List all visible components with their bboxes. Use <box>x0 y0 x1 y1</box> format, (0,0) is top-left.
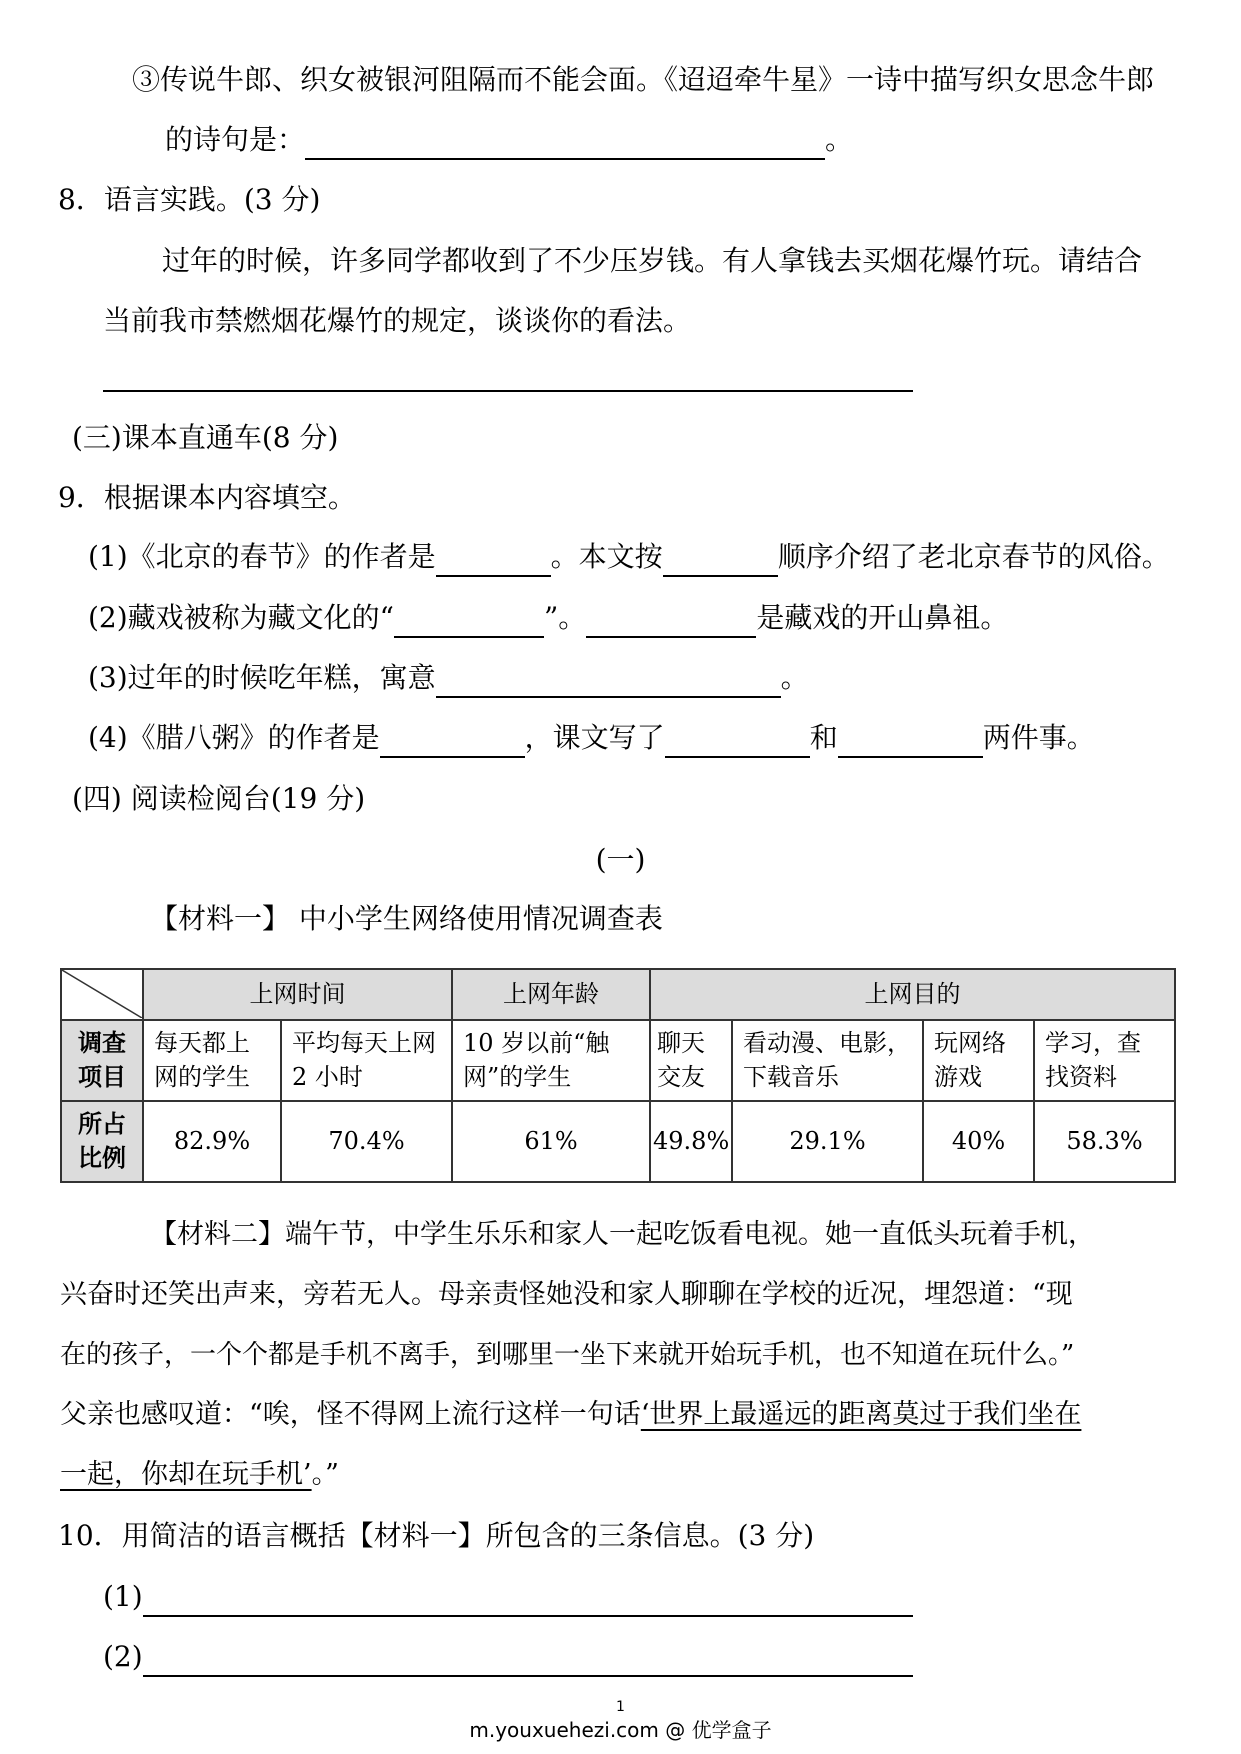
q9-item4-text-d: 两件事。 <box>982 721 1095 754</box>
q8-title: 8．语言实践。(3 分) <box>58 183 321 216</box>
footer-site: m.youxuehezi.com @ 优学盒子 <box>469 1718 772 1742</box>
q9-item2-text-a: (2)藏戏被称为藏文化的“ <box>88 601 394 634</box>
q9-item1-blank1[interactable] <box>436 543 551 577</box>
table-percent-cell: 70.4% <box>281 1101 452 1182</box>
q10-blank2-label: (2) <box>103 1640 143 1673</box>
table-percent-cell: 61% <box>452 1101 650 1182</box>
table-percent-cell: 58.3% <box>1034 1101 1175 1182</box>
q9-item2 <box>88 598 1008 638</box>
table-item-cell: 平均每天上网 2 小时 <box>281 1020 452 1101</box>
q9-item2-text-c: 是藏戏的开山鼻祖。 <box>756 601 1009 634</box>
material2-underlined-quote: ‘世界上最遥远的距离莫过于我们坐在 <box>640 1399 1082 1430</box>
q9-item3-blank[interactable] <box>436 664 781 698</box>
q9-item3 <box>88 658 809 698</box>
q9-item1-blank2[interactable] <box>663 543 778 577</box>
q9-item2-blank2[interactable] <box>586 604 756 638</box>
table-item-cell: 学习，查找资料 <box>1034 1020 1175 1101</box>
section4-subtitle: (一) <box>595 843 646 876</box>
table-item-cell: 10 岁以前“触网”的学生 <box>452 1020 650 1101</box>
q9-item4-blank1[interactable] <box>380 724 525 758</box>
q7-item3-prefix: 的诗句是： <box>165 123 306 156</box>
q8-para-line1: 过年的时候，许多同学都收到了不少压岁钱。有人拿钱去买烟花爆竹玩。请结合 <box>162 244 1143 277</box>
q10-answer-blank1[interactable] <box>143 1583 913 1617</box>
q9-title: 9．根据课本内容填空。 <box>58 481 356 514</box>
q9-item1 <box>88 537 1170 577</box>
table-item-cell: 聊天交友 <box>650 1020 732 1101</box>
q7-answer-blank[interactable] <box>305 126 825 160</box>
material2-line4 <box>60 1395 1081 1435</box>
q8-para-line2: 当前我市禁燃烟花爆竹的规定，谈谈你的看法。 <box>103 304 692 337</box>
material2-line5-end: 。” <box>311 1459 339 1490</box>
material2-line2: 兴奋时还笑出声来，旁若无人。母亲责怪她没和家人聊聊在学校的近况，埋怨道：“现 <box>60 1279 1073 1310</box>
table-percent-cell: 82.9% <box>143 1101 281 1182</box>
table-percent-cell: 49.8% <box>650 1101 732 1182</box>
header-online-time: 上网时间 <box>143 969 452 1020</box>
table-item-cell: 玩网络游戏 <box>923 1020 1034 1101</box>
q9-item1-text-a: (1)《北京的春节》的作者是 <box>88 540 436 573</box>
header-online-age: 上网年龄 <box>452 969 650 1020</box>
q10-blank1-label: (1) <box>103 1580 143 1613</box>
q8-answer-line[interactable] <box>103 390 913 392</box>
page-number: 1 <box>616 1699 625 1715</box>
section4-title: (四) 阅读检阅台(19 分) <box>72 782 366 815</box>
q9-item4-blank2[interactable] <box>665 724 810 758</box>
q9-item2-text-b: ”。 <box>543 601 587 634</box>
q7-item3-suffix: 。 <box>825 123 854 156</box>
q9-item3-text-b: 。 <box>780 661 809 694</box>
material2-line4-plain: 父亲也感叹道：“唉，怪不得网上流行这样一句话 <box>60 1399 641 1430</box>
row-label-items: 调查项目 <box>61 1020 143 1101</box>
q9-item4-text-a: (4)《腊八粥》的作者是 <box>88 721 380 754</box>
table-percent-cell: 40% <box>923 1101 1034 1182</box>
q9-item3-text-a: (3)过年的时候吃年糕，寓意 <box>88 661 436 694</box>
material2-line1: 【材料二】端午节，中学生乐乐和家人一起吃饭看电视。她一直低头玩着手机， <box>150 1219 1095 1250</box>
q10-title: 10．用简洁的语言概括【材料一】所包含的三条信息。(3 分) <box>58 1519 815 1552</box>
material2-line5 <box>60 1455 339 1495</box>
q7-item3-line2 <box>165 120 853 160</box>
q10-blank2-row <box>103 1637 913 1677</box>
q9-item1-text-c: 顺序介绍了老北京春节的风俗。 <box>777 540 1170 573</box>
table-percent-cell: 29.1% <box>732 1101 923 1182</box>
section3-title: (三)课本直通车(8 分) <box>72 421 339 454</box>
q9-item2-blank1[interactable] <box>394 604 544 638</box>
survey-table <box>60 968 1176 1183</box>
q10-blank1-row <box>103 1577 913 1617</box>
row-label-percent: 所占比例 <box>61 1101 143 1182</box>
material2-underlined-quote-end: 一起，你却在玩手机’ <box>60 1459 312 1490</box>
diagonal-line-icon <box>62 970 142 1018</box>
header-online-purpose: 上网目的 <box>650 969 1175 1020</box>
material1-caption: 【材料一】 中小学生网络使用情况调查表 <box>150 902 663 935</box>
table-corner-cell <box>61 969 143 1020</box>
table-item-cell: 每天都上网的学生 <box>143 1020 281 1101</box>
table-item-cell: 看动漫、电影，下载音乐 <box>732 1020 923 1101</box>
q10-answer-blank2[interactable] <box>143 1643 913 1677</box>
q9-item4 <box>88 718 1095 758</box>
material2-line3: 在的孩子，一个个都是手机不离手，到哪里一坐下来就开始玩手机，也不知道在玩什么。” <box>60 1340 1075 1370</box>
q9-item4-blank3[interactable] <box>838 724 983 758</box>
q9-item4-text-c: 和 <box>809 721 838 754</box>
q9-item1-text-b: 。本文按 <box>550 540 663 573</box>
q9-item4-text-b: ，课文写了 <box>524 721 665 754</box>
q7-item3-line1: ③传说牛郎、织女被银河阻隔而不能会面。《迢迢牵牛星》一诗中描写织女思念牛郎 <box>132 63 1155 96</box>
